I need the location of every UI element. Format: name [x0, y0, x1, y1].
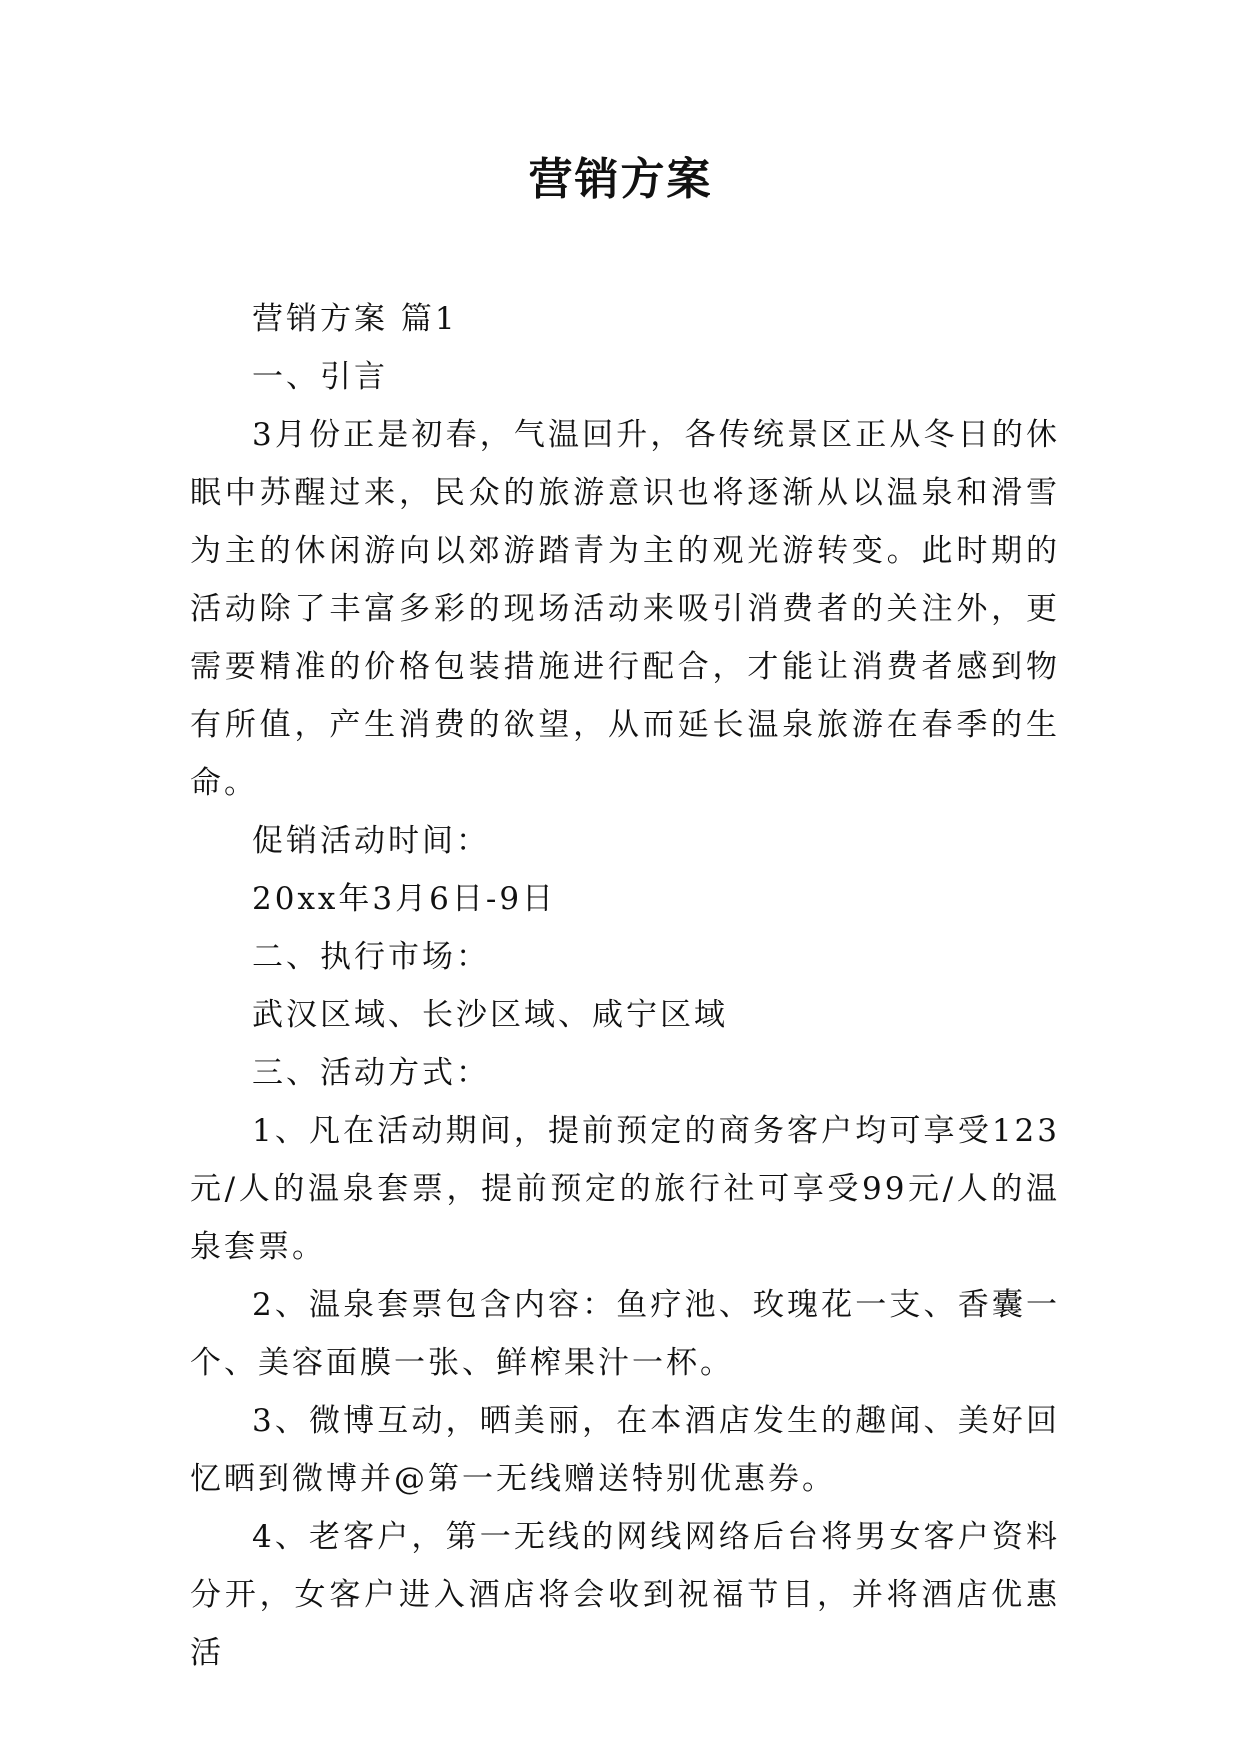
activity-item-4: 4、老客户，第一无线的网线网络后台将男女客户资料分开，女客户进入酒店将会收到祝福节目，并将酒店优惠活 [190, 1519, 1060, 1671]
promotion-date: 20xx年3月6日-9日 [252, 881, 557, 917]
document-title: 营销方案 [528, 154, 713, 205]
paragraph-introduction: 3月份正是初春，气温回升，各传统景区正从冬日的休眠中苏醒过来，民众的旅游意识也将逐渐从以温泉和滑雪为主的休闲游向以郊游踏青为主的观光游转变。此时期的活动除了丰富多彩的现场活动来吸引消费者的关注外，更需要精准的价格包装措施进行配合，才能让消费者感到物有所值，产生消费的欲望，从而延长温泉旅游在春季的生命。 [190, 417, 1060, 801]
activity-item-2: 2、温泉套票包含内容：鱼疗池、玫瑰花一支、香囊一个、美容面膜一张、鲜榨果汁一杯。 [190, 1287, 1060, 1381]
heading-execution-market: 二、执行市场： [252, 939, 490, 975]
activity-item-1: 1、凡在活动期间，提前预定的商务客户均可享受123元/人的温泉套票，提前预定的旅行社可享受99元/人的温泉套票。 [190, 1113, 1060, 1265]
heading-activity-method: 三、活动方式： [252, 1055, 490, 1091]
activity-item-3: 3、微博互动，晒美丽，在本酒店发生的趣闻、美好回忆晒到微博并@第一无线赠送特别优惠券。 [190, 1403, 1060, 1497]
section-heading: 营销方案 篇1 [252, 301, 458, 337]
execution-regions: 武汉区域、长沙区域、咸宁区域 [252, 997, 728, 1033]
label-promotion-time: 促销活动时间： [252, 823, 490, 859]
document-body [190, 290, 1060, 1682]
heading-introduction: 一、引言 [252, 359, 388, 395]
